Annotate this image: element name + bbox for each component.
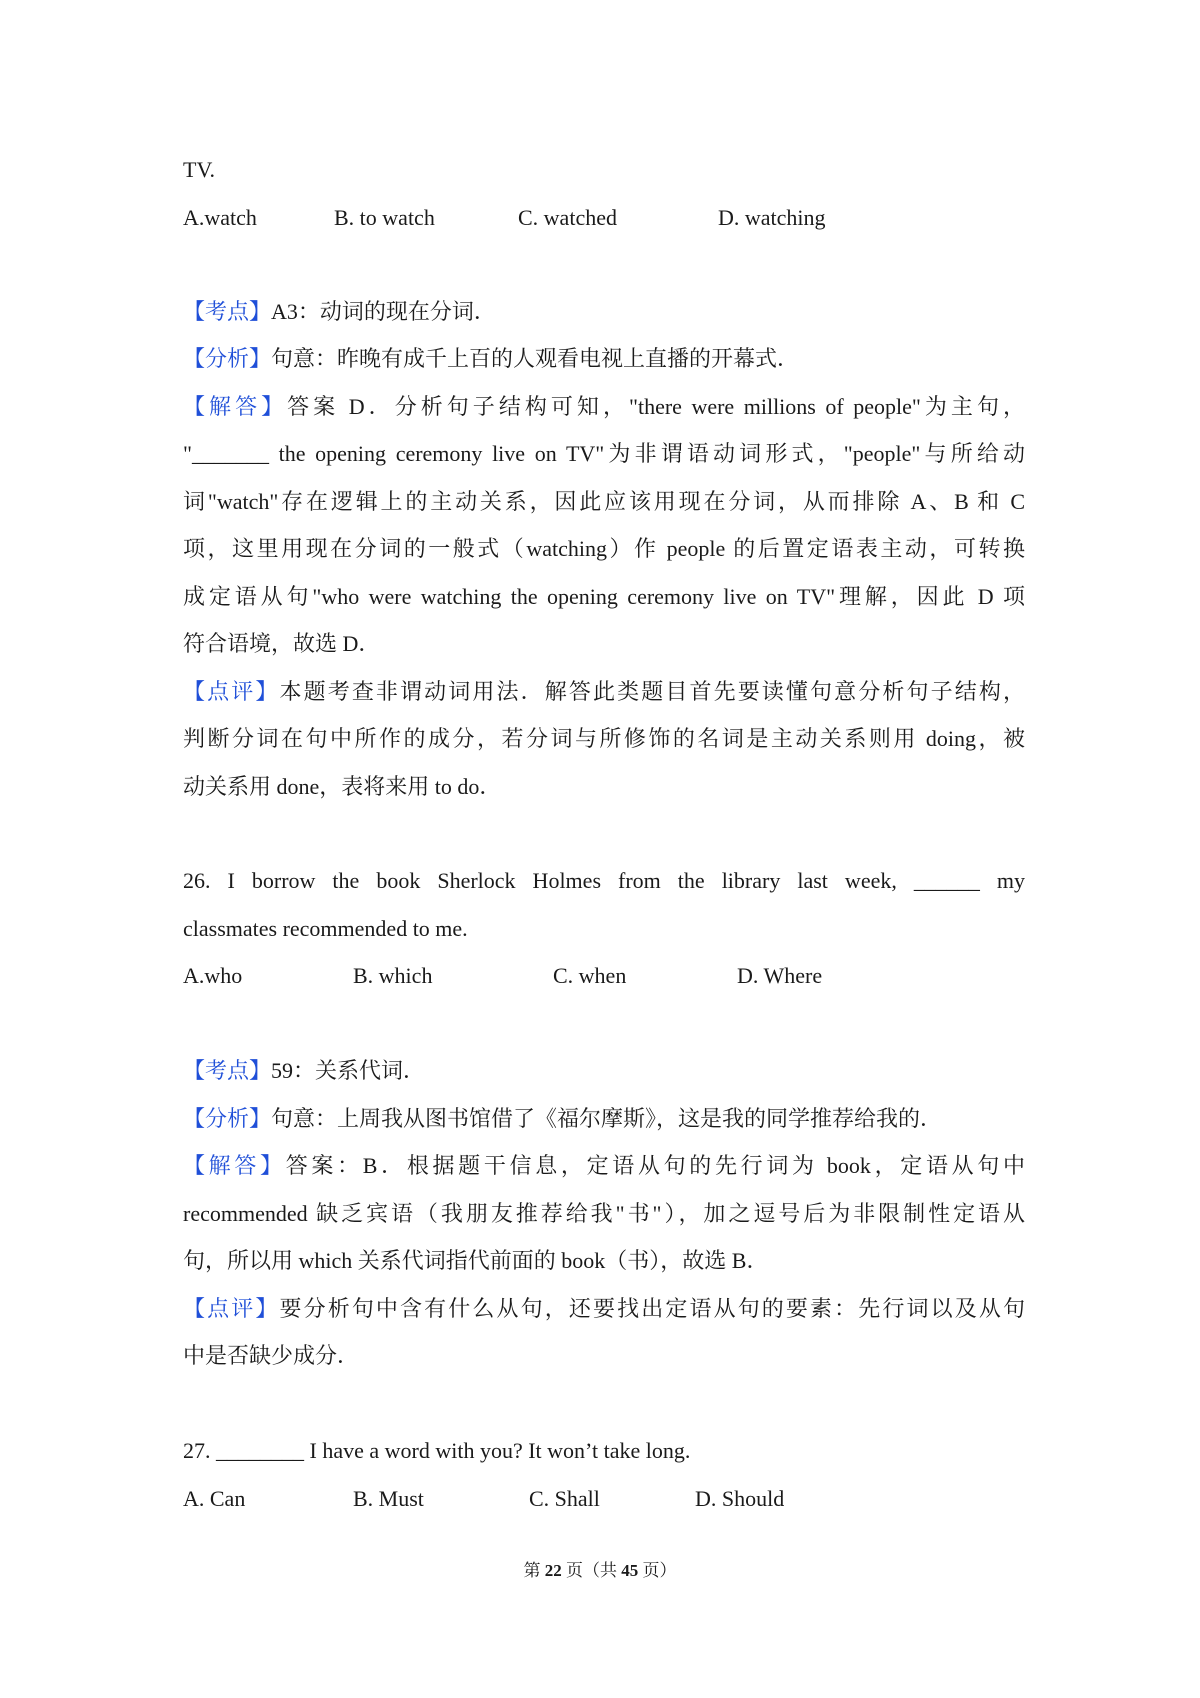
q25-dianping-tag: 【点评】 (183, 679, 280, 704)
footer-middle: 页（共 (561, 1561, 622, 1580)
q25-jieda-text-1: 答案 D．分析句子结构可知，"there were millions of people"为主句， (287, 394, 1025, 419)
q27-stem: 27. ________ I have a word with you? It won’t take long. (183, 1438, 691, 1463)
q26-fenxi-tag: 【分析】 (183, 1106, 272, 1131)
q26-dianping-tag: 【点评】 (183, 1296, 280, 1321)
q26-option-b: B. which (353, 963, 433, 988)
q26-jieda-line-3: 句，所以用 which 关系代词指代前面的 book（书），故选 B． (183, 1248, 769, 1273)
q25-jieda-line-3: 词"watch"存在逻辑上的主动关系，因此应该用现在分词，从而排除 A、B 和 C (183, 489, 1025, 514)
q26-kaodian-text: 59：关系代词． (271, 1058, 426, 1083)
footer-suffix: 页） (638, 1561, 677, 1580)
q25-dianping-text-1: 本题考查非谓动词用法．解答此类题目首先要读懂句意分析句子结构， (279, 679, 1025, 704)
footer-total-pages: 45 (621, 1561, 639, 1580)
q26-stem-line-1: 26. I borrow the book Sherlock Holmes from the library last week, ______ my (183, 868, 1025, 893)
q26-dianping-line-1 (183, 1285, 1025, 1333)
q26-stem-line-2: classmates recommended to me. (183, 916, 468, 941)
q26-dianping-line-2: 中是否缺少成分． (183, 1343, 360, 1368)
q26-jieda-text-1: 答案：B．根据题干信息，定语从句的先行词为 book，定语从句中 (285, 1153, 1025, 1178)
q25-jieda-line-4: 项，这里用现在分词的一般式（watching）作 people 的后置定语表主动，可转换 (183, 536, 1025, 561)
footer-prefix: 第 (523, 1561, 545, 1580)
q25-option-c: C. watched (518, 205, 617, 230)
q25-fenxi-tag: 【分析】 (183, 346, 272, 371)
q25-jieda-line-2: "_______ the opening ceremony live on TV"为非谓语动词形式，"people"与所给动 (183, 441, 1025, 466)
q25-kaodian-text: A3：动词的现在分词． (271, 299, 496, 324)
q25-option-b: B. to watch (334, 205, 435, 230)
q25-dianping-line-3: 动关系用 done，表将来用 to do． (183, 774, 502, 799)
q25-option-d: D. watching (718, 205, 826, 230)
q25-jieda-line-1 (183, 383, 1025, 431)
q25-kaodian-tag: 【考点】 (183, 299, 272, 324)
q26-fenxi (183, 1095, 1025, 1143)
q25-jieda-line-6: 符合语境，故选 D． (183, 631, 381, 656)
page-footer (0, 1556, 1200, 1586)
q26-kaodian-tag: 【考点】 (183, 1058, 272, 1083)
q25-option-a: A.watch (183, 205, 257, 230)
q26-fenxi-text: 句意：上周我从图书馆借了《福尔摩斯》，这是我的同学推荐给我的． (271, 1106, 943, 1131)
q26-dianping-text-1: 要分析句中含有什么从句，还要找出定语从句的要素：先行词以及从句 (279, 1296, 1025, 1321)
q27-option-c: C. Shall (529, 1486, 600, 1511)
q25-fenxi (183, 335, 1025, 383)
q26-option-c: C. when (553, 963, 627, 988)
q25-fenxi-text: 句意：昨晚有成千上百的人观看电视上直播的开幕式． (271, 346, 800, 371)
q26-kaodian (183, 1047, 1025, 1095)
q26-jieda-line-1 (183, 1142, 1025, 1190)
q27-option-b: B. Must (353, 1486, 424, 1511)
q25-stem-tail: TV. (183, 157, 215, 182)
q25-jieda-tag: 【解答】 (183, 394, 288, 419)
q25-dianping-line-1 (183, 668, 1025, 716)
q26-option-d: D. Where (737, 963, 823, 988)
q26-jieda-line-2: recommended 缺乏宾语（我朋友推荐给我"书"），加之逗号后为非限制性定语从 (183, 1201, 1025, 1226)
q26-option-a: A.who (183, 963, 243, 988)
q26-jieda-tag: 【解答】 (183, 1153, 286, 1178)
q25-kaodian (183, 288, 1025, 336)
q27-option-a: A. Can (183, 1486, 246, 1511)
q25-dianping-line-2: 判断分词在句中所作的成分，若分词与所修饰的名词是主动关系则用 doing，被 (183, 726, 1025, 751)
q27-option-d: D. Should (695, 1486, 785, 1511)
q25-jieda-line-5: 成定语从句"who were watching the opening ceremony live on TV"理解，因此 D 项 (183, 584, 1025, 609)
footer-page-number: 22 (544, 1561, 562, 1580)
